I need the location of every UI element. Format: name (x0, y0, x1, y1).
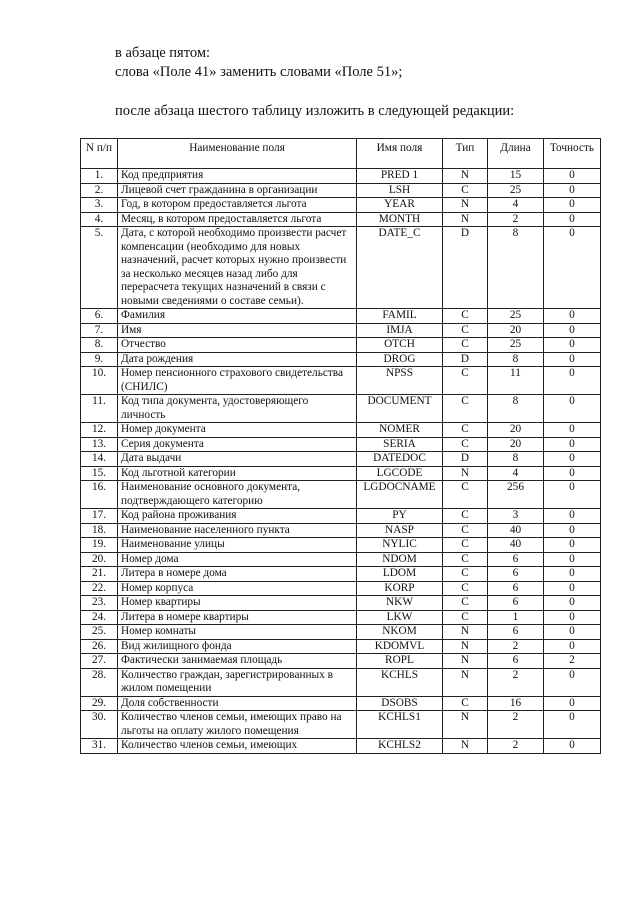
cell-prec: 0 (544, 552, 601, 567)
cell-code: KDOMVL (357, 639, 443, 654)
cell-name: Доля собственности (118, 696, 357, 711)
cell-name: Код льготной категории (118, 466, 357, 481)
intro-text (115, 44, 615, 121)
cell-prec: 0 (544, 581, 601, 596)
cell-len: 6 (488, 654, 544, 669)
table-row (81, 739, 601, 754)
cell-num: 12. (81, 423, 118, 438)
cell-name: Литера в номере квартиры (118, 610, 357, 625)
table-row (81, 668, 601, 696)
cell-name: Номер квартиры (118, 596, 357, 611)
cell-type: C (443, 509, 488, 524)
cell-name: Номер пенсионного страхового свидетельства (СНИЛС) (118, 367, 357, 395)
cell-type: C (443, 481, 488, 509)
cell-len: 8 (488, 352, 544, 367)
table-row (81, 395, 601, 423)
cell-code: ROPL (357, 654, 443, 669)
cell-name: Месяц, в котором предоставляется льгота (118, 212, 357, 227)
cell-prec: 0 (544, 352, 601, 367)
cell-code: LSH (357, 183, 443, 198)
cell-name: Отчество (118, 338, 357, 353)
cell-name: Код предприятия (118, 169, 357, 184)
cell-code: DATE_C (357, 227, 443, 309)
cell-len: 11 (488, 367, 544, 395)
cell-prec: 0 (544, 212, 601, 227)
cell-prec: 0 (544, 481, 601, 509)
fields-table (80, 138, 601, 754)
cell-name: Литера в номере дома (118, 567, 357, 582)
cell-type: D (443, 452, 488, 467)
cell-name: Наименование основного документа, подтверждающего категорию (118, 481, 357, 509)
table-row (81, 198, 601, 213)
cell-code: NKOM (357, 625, 443, 640)
cell-code: LKW (357, 610, 443, 625)
header-name: Наименование поля (118, 139, 357, 169)
cell-len: 20 (488, 323, 544, 338)
cell-prec: 0 (544, 183, 601, 198)
cell-code: DROG (357, 352, 443, 367)
cell-prec: 0 (544, 338, 601, 353)
cell-num: 9. (81, 352, 118, 367)
table-row (81, 711, 601, 739)
cell-num: 6. (81, 309, 118, 324)
cell-prec: 0 (544, 169, 601, 184)
cell-prec: 0 (544, 625, 601, 640)
cell-len: 2 (488, 212, 544, 227)
table-row (81, 212, 601, 227)
table-row (81, 567, 601, 582)
cell-name: Имя (118, 323, 357, 338)
cell-prec: 0 (544, 395, 601, 423)
cell-type: N (443, 654, 488, 669)
cell-len: 25 (488, 183, 544, 198)
cell-type: C (443, 567, 488, 582)
cell-type: C (443, 309, 488, 324)
cell-prec: 0 (544, 466, 601, 481)
table-row (81, 523, 601, 538)
cell-num: 18. (81, 523, 118, 538)
cell-name: Номер документа (118, 423, 357, 438)
cell-num: 14. (81, 452, 118, 467)
cell-prec: 0 (544, 639, 601, 654)
cell-len: 6 (488, 596, 544, 611)
header-num: N п/п (81, 139, 118, 169)
cell-code: NASP (357, 523, 443, 538)
cell-type: C (443, 367, 488, 395)
intro-line-1: в абзаце пятом: (115, 45, 211, 61)
cell-prec: 0 (544, 596, 601, 611)
cell-prec: 0 (544, 523, 601, 538)
cell-code: LGDOCNAME (357, 481, 443, 509)
table-row (81, 625, 601, 640)
cell-code: PRED 1 (357, 169, 443, 184)
cell-num: 2. (81, 183, 118, 198)
cell-code: KORP (357, 581, 443, 596)
cell-type: C (443, 338, 488, 353)
cell-name: Номер дома (118, 552, 357, 567)
cell-prec: 0 (544, 423, 601, 438)
intro-line-2: слова «Поле 41» заменить словами «Поле 51»; (115, 64, 403, 80)
cell-name: Наименование улицы (118, 538, 357, 553)
cell-type: N (443, 625, 488, 640)
cell-code: YEAR (357, 198, 443, 213)
cell-code: KCHLS2 (357, 739, 443, 754)
table-row (81, 538, 601, 553)
table-row (81, 696, 601, 711)
cell-prec: 0 (544, 711, 601, 739)
cell-num: 27. (81, 654, 118, 669)
cell-type: C (443, 523, 488, 538)
cell-len: 40 (488, 538, 544, 553)
cell-prec: 0 (544, 367, 601, 395)
table-row (81, 654, 601, 669)
cell-type: N (443, 639, 488, 654)
cell-type: C (443, 323, 488, 338)
cell-code: NOMER (357, 423, 443, 438)
cell-num: 31. (81, 739, 118, 754)
table-body (81, 169, 601, 754)
cell-num: 3. (81, 198, 118, 213)
cell-prec: 0 (544, 538, 601, 553)
cell-code: DATEDOC (357, 452, 443, 467)
cell-name: Код типа документа, удостоверяющего личность (118, 395, 357, 423)
intro-line-3: после абзаца шестого таблицу изложить в следующей редакции: (115, 103, 515, 119)
cell-prec: 0 (544, 668, 601, 696)
cell-num: 4. (81, 212, 118, 227)
table-row (81, 552, 601, 567)
cell-type: C (443, 596, 488, 611)
cell-name: Номер комнаты (118, 625, 357, 640)
cell-code: LGCODE (357, 466, 443, 481)
cell-name: Год, в котором предоставляется льгота (118, 198, 357, 213)
cell-num: 16. (81, 481, 118, 509)
cell-name: Серия документа (118, 437, 357, 452)
cell-type: C (443, 538, 488, 553)
table-row (81, 639, 601, 654)
cell-name: Фамилия (118, 309, 357, 324)
cell-prec: 0 (544, 610, 601, 625)
cell-name: Дата выдачи (118, 452, 357, 467)
cell-len: 6 (488, 552, 544, 567)
table-row (81, 338, 601, 353)
table-row (81, 352, 601, 367)
cell-type: C (443, 552, 488, 567)
cell-name: Дата, с которой необходимо произвести расчет компенсации (необходимо для новых назначений, расчет которых нужно произвести за несколько месяцев назад либо для перерасчета текущих назначений в связи с новыми сведениями о составе семьи). (118, 227, 357, 309)
cell-len: 8 (488, 452, 544, 467)
table-row (81, 423, 601, 438)
cell-code: DOCUMENT (357, 395, 443, 423)
table-row (81, 581, 601, 596)
cell-name: Количество членов семьи, имеющих (118, 739, 357, 754)
cell-code: NYLIC (357, 538, 443, 553)
table-row (81, 437, 601, 452)
cell-type: N (443, 212, 488, 227)
cell-prec: 0 (544, 198, 601, 213)
cell-prec: 0 (544, 696, 601, 711)
cell-prec: 0 (544, 567, 601, 582)
cell-code: LDOM (357, 567, 443, 582)
cell-len: 6 (488, 581, 544, 596)
header-type: Тип (443, 139, 488, 169)
cell-len: 25 (488, 309, 544, 324)
cell-type: C (443, 696, 488, 711)
cell-len: 16 (488, 696, 544, 711)
cell-type: D (443, 352, 488, 367)
cell-code: SERIA (357, 437, 443, 452)
cell-type: N (443, 739, 488, 754)
cell-code: NDOM (357, 552, 443, 567)
cell-num: 21. (81, 567, 118, 582)
cell-num: 23. (81, 596, 118, 611)
cell-name: Вид жилищного фонда (118, 639, 357, 654)
cell-type: D (443, 227, 488, 309)
cell-num: 20. (81, 552, 118, 567)
cell-prec: 0 (544, 227, 601, 309)
cell-num: 10. (81, 367, 118, 395)
cell-type: N (443, 711, 488, 739)
cell-len: 8 (488, 227, 544, 309)
header-len: Длина (488, 139, 544, 169)
table-row (81, 323, 601, 338)
cell-num: 11. (81, 395, 118, 423)
header-prec: Точность (544, 139, 601, 169)
cell-len: 1 (488, 610, 544, 625)
cell-len: 40 (488, 523, 544, 538)
cell-code: NPSS (357, 367, 443, 395)
cell-prec: 0 (544, 509, 601, 524)
cell-num: 17. (81, 509, 118, 524)
cell-type: N (443, 466, 488, 481)
cell-prec: 0 (544, 739, 601, 754)
cell-name: Фактически занимаемая площадь (118, 654, 357, 669)
cell-type: N (443, 668, 488, 696)
cell-code: KCHLS1 (357, 711, 443, 739)
table-row (81, 309, 601, 324)
cell-num: 26. (81, 639, 118, 654)
cell-name: Дата рождения (118, 352, 357, 367)
table-row (81, 509, 601, 524)
cell-code: NKW (357, 596, 443, 611)
cell-num: 1. (81, 169, 118, 184)
cell-name: Лицевой счет гражданина в организации (118, 183, 357, 198)
cell-num: 19. (81, 538, 118, 553)
cell-type: N (443, 198, 488, 213)
cell-code: OTCH (357, 338, 443, 353)
table-row (81, 452, 601, 467)
cell-name: Номер корпуса (118, 581, 357, 596)
cell-len: 6 (488, 567, 544, 582)
cell-type: C (443, 610, 488, 625)
cell-num: 15. (81, 466, 118, 481)
cell-len: 15 (488, 169, 544, 184)
table-row (81, 227, 601, 309)
cell-type: C (443, 183, 488, 198)
cell-prec: 2 (544, 654, 601, 669)
cell-num: 24. (81, 610, 118, 625)
table-header-row (81, 139, 601, 169)
cell-code: FAMIL (357, 309, 443, 324)
cell-len: 25 (488, 338, 544, 353)
cell-name: Количество членов семьи, имеющих право на льготы на оплату жилого помещения (118, 711, 357, 739)
cell-name: Код района проживания (118, 509, 357, 524)
cell-num: 7. (81, 323, 118, 338)
table-row (81, 610, 601, 625)
cell-num: 28. (81, 668, 118, 696)
cell-num: 22. (81, 581, 118, 596)
cell-code: PY (357, 509, 443, 524)
cell-num: 30. (81, 711, 118, 739)
table-row (81, 183, 601, 198)
cell-code: KCHLS (357, 668, 443, 696)
cell-len: 2 (488, 711, 544, 739)
cell-name: Количество граждан, зарегистрированных в жилом помещении (118, 668, 357, 696)
cell-len: 2 (488, 739, 544, 754)
table-row (81, 466, 601, 481)
cell-type: C (443, 581, 488, 596)
cell-num: 29. (81, 696, 118, 711)
cell-type: C (443, 437, 488, 452)
cell-len: 256 (488, 481, 544, 509)
cell-len: 2 (488, 668, 544, 696)
cell-len: 4 (488, 198, 544, 213)
cell-code: MONTH (357, 212, 443, 227)
cell-len: 20 (488, 437, 544, 452)
cell-code: DSOBS (357, 696, 443, 711)
cell-len: 8 (488, 395, 544, 423)
cell-num: 8. (81, 338, 118, 353)
cell-type: N (443, 169, 488, 184)
cell-len: 6 (488, 625, 544, 640)
cell-code: IMJA (357, 323, 443, 338)
cell-num: 25. (81, 625, 118, 640)
cell-prec: 0 (544, 309, 601, 324)
header-code: Имя поля (357, 139, 443, 169)
cell-prec: 0 (544, 452, 601, 467)
cell-name: Наименование населенного пункта (118, 523, 357, 538)
table-row (81, 481, 601, 509)
cell-prec: 0 (544, 323, 601, 338)
table-row (81, 169, 601, 184)
cell-num: 13. (81, 437, 118, 452)
cell-num: 5. (81, 227, 118, 309)
cell-len: 2 (488, 639, 544, 654)
cell-type: C (443, 423, 488, 438)
cell-len: 20 (488, 423, 544, 438)
cell-len: 3 (488, 509, 544, 524)
table-row (81, 367, 601, 395)
cell-type: C (443, 395, 488, 423)
table-row (81, 596, 601, 611)
cell-prec: 0 (544, 437, 601, 452)
cell-len: 4 (488, 466, 544, 481)
